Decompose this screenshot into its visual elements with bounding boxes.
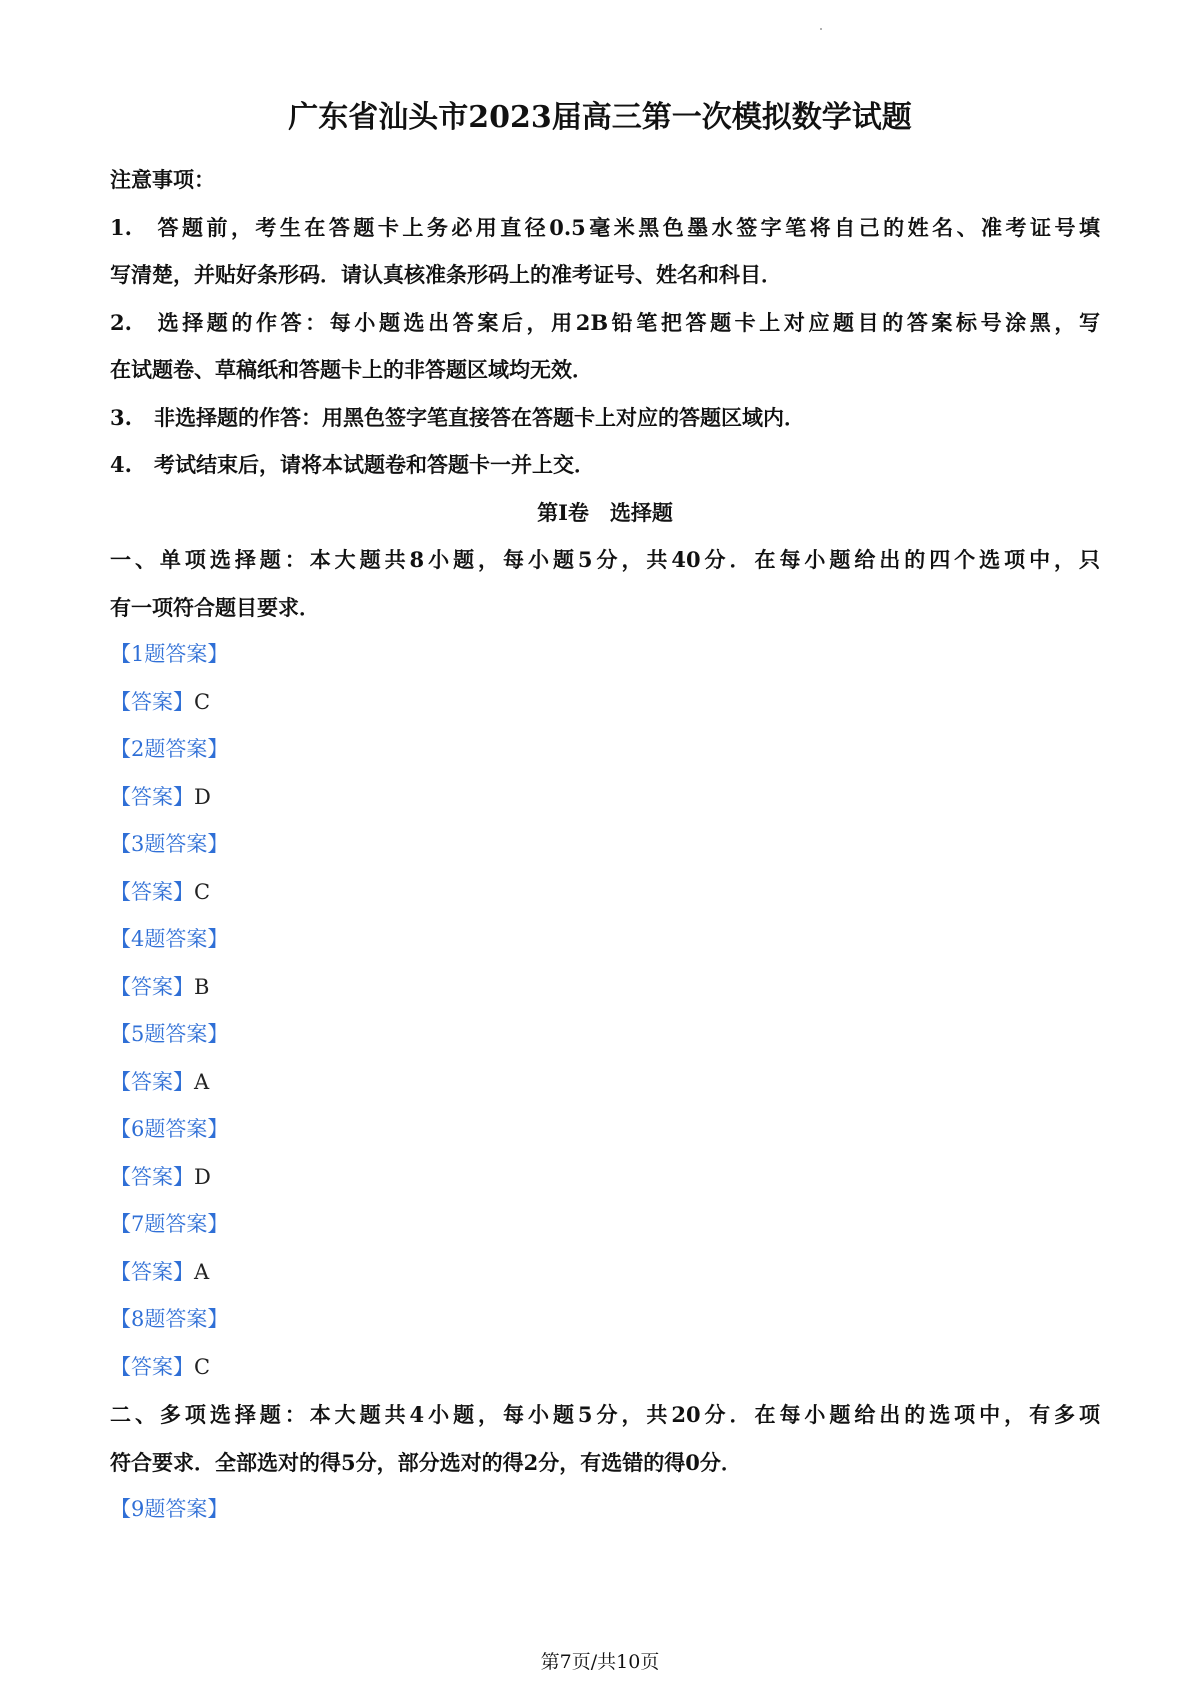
part1-instructions-line-2: 有一项符合题目要求． (110, 594, 320, 620)
question-8-answer (110, 1344, 1100, 1392)
answer-label: 【答案】 (110, 1354, 194, 1379)
answer-label: 【答案】 (110, 1259, 194, 1284)
part1-instructions-line-1: 一、单项选择题：本大题共8小题，每小题5分，共40分．在每小题给出的四个选项中，只 (110, 547, 1100, 572)
answer-value: D (194, 1164, 211, 1189)
question-4-answer-tag: 【4题答案】 (110, 927, 229, 951)
notice-heading: 注意事项： (110, 167, 215, 192)
notice-item-2-line-2: 在试题卷、草稿纸和答题卡上的非答题区域均无效． (110, 357, 593, 382)
answer-label: 【答案】 (110, 974, 194, 999)
answer-label: 【答案】 (110, 689, 194, 714)
answer-label: 【答案】 (110, 879, 194, 904)
question-6-answer-tag: 【6题答案】 (110, 1117, 229, 1141)
question-4-answer (110, 964, 1100, 1012)
question-1-answer-tag: 【1题答案】 (110, 642, 229, 666)
question-5-answer-tag: 【5题答案】 (110, 1022, 229, 1046)
page-footer: 第7页/共10页 (540, 1651, 660, 1673)
notice-item-1-line-2: 写清楚，并贴好条形码．请认真核准条形码上的准考证号、姓名和科目． (110, 262, 782, 287)
answer-value: A (194, 1259, 210, 1284)
question-2-answer-tag: 【2题答案】 (110, 737, 229, 761)
scan-dot (820, 28, 822, 30)
notice-item-1-text: 答题前，考生在答题卡上务必用直径0.5毫米黑色墨水签字笔将自己的姓名、准考证号填 (154, 214, 1101, 240)
question-6-answer (110, 1154, 1100, 1202)
notice-item-3-text: 非选择题的作答：用黑色签字笔直接答在答题卡上对应的答题区域内． (154, 404, 805, 430)
question-1-answer (110, 679, 1100, 727)
notice-item-4 (110, 441, 1100, 489)
section-title: 第Ⅰ卷 选择题 (537, 499, 673, 525)
question-5-answer (110, 1059, 1100, 1107)
question-7-answer-tag: 【7题答案】 (110, 1212, 229, 1236)
answer-value: A (194, 1069, 210, 1094)
answer-value: C (194, 1354, 211, 1379)
notice-item-1-num: 1. (110, 214, 132, 240)
notice-item-3-num: 3. (110, 404, 132, 430)
part2-instructions-line-2: 符合要求．全部选对的得5分，部分选对的得2分，有选错的得0分． (110, 1449, 742, 1475)
answer-label: 【答案】 (110, 1069, 194, 1094)
answer-value: B (194, 974, 210, 999)
notice-item-1-line-1 (110, 204, 1100, 252)
answer-label: 【答案】 (110, 784, 194, 809)
question-9-answer-tag: 【9题答案】 (110, 1497, 229, 1521)
document-body (110, 156, 1100, 1534)
part2-instructions-line-1: 二、多项选择题：本大题共4小题，每小题5分，共20分．在每小题给出的选项中，有多项 (110, 1402, 1100, 1427)
page-title: 广东省汕头市2023届高三第一次模拟数学试题 (288, 100, 912, 135)
notice-item-2-text: 选择题的作答：每小题选出答案后，用2B铅笔把答题卡上对应题目的答案标号涂黑，写 (154, 309, 1100, 335)
notice-item-2-num: 2. (110, 309, 132, 335)
question-2-answer (110, 774, 1100, 822)
notice-item-3 (110, 394, 1100, 442)
notice-item-2-line-1 (110, 299, 1100, 347)
answer-value: C (194, 689, 211, 714)
question-3-answer (110, 869, 1100, 917)
notice-item-4-num: 4. (110, 452, 132, 477)
question-8-answer-tag: 【8题答案】 (110, 1307, 229, 1331)
answer-value: C (194, 879, 211, 904)
answer-value: D (194, 784, 211, 809)
answer-label: 【答案】 (110, 1164, 194, 1189)
notice-item-4-text: 考试结束后，请将本试题卷和答题卡一并上交． (154, 452, 595, 477)
question-7-answer (110, 1249, 1100, 1297)
question-3-answer-tag: 【3题答案】 (110, 832, 229, 856)
